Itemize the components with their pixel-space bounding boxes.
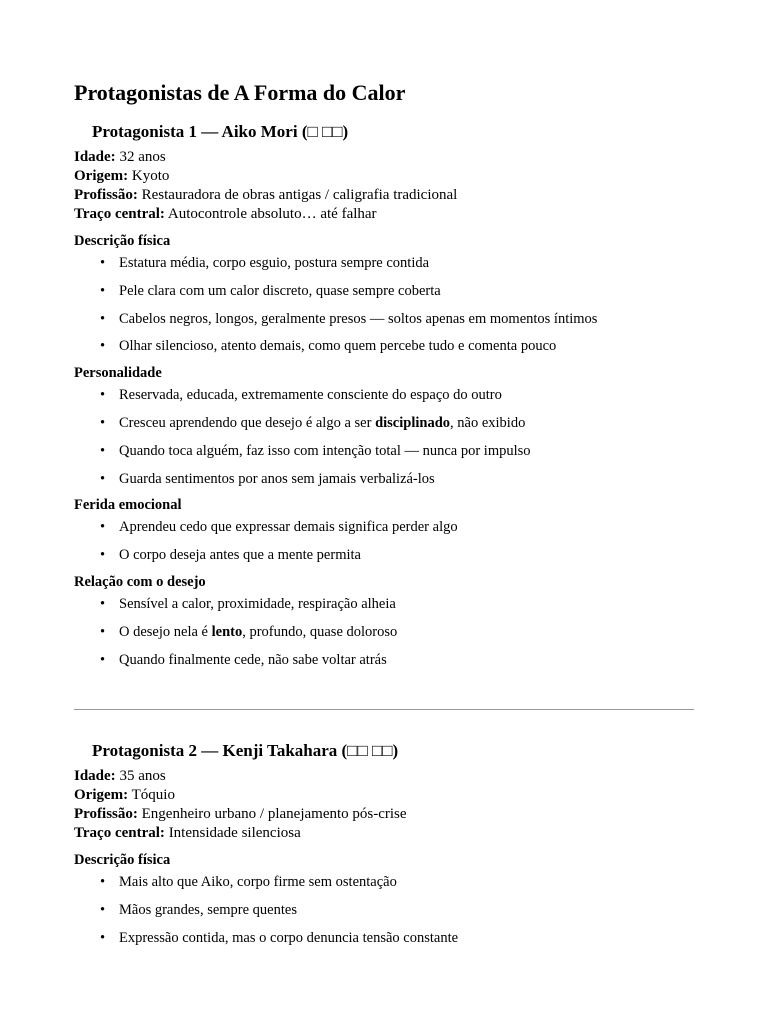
profile-field xyxy=(74,186,694,205)
document-title: Protagonistas de A Forma do Calor xyxy=(74,80,406,105)
item-emphasis: disciplinado xyxy=(375,414,451,431)
item-text: Cresceu aprendendo que desejo é algo a ser xyxy=(119,414,376,431)
field-label: Profissão: xyxy=(74,806,138,822)
field-value: Engenheiro urbano / planejamento pós-crise xyxy=(137,806,407,822)
field-value: Tóquio xyxy=(128,787,175,803)
item-text-after: , não exibido xyxy=(450,414,526,431)
list-item xyxy=(74,442,694,460)
item-text: O corpo deseja antes que a mente permita xyxy=(119,547,361,564)
protagonist-section xyxy=(74,741,694,956)
list-item xyxy=(74,282,694,300)
profile-field xyxy=(74,167,694,186)
item-text: Mais alto que Aiko, corpo firme sem ostentação xyxy=(119,874,397,890)
list-item xyxy=(74,386,694,404)
item-text: Quando finalmente cede, não sabe voltar atrás xyxy=(119,651,387,668)
bullet-list xyxy=(74,873,694,947)
bullet-list xyxy=(74,518,694,564)
item-text: O desejo nela é xyxy=(119,623,212,640)
subsection-heading: Descrição física xyxy=(74,233,171,249)
profile-field xyxy=(74,767,694,786)
list-item xyxy=(74,254,694,272)
subsection-heading: Ferida emocional xyxy=(74,497,182,514)
item-text-after: , profundo, quase doloroso xyxy=(242,623,398,640)
item-text: Pele clara com um calor discreto, quase sempre coberta xyxy=(119,282,441,299)
field-value: 32 anos xyxy=(115,149,166,165)
field-value: Restauradora de obras antigas / caligrafia tradicional xyxy=(137,187,458,203)
bullet-list xyxy=(74,386,694,487)
field-value: Intensidade silenciosa xyxy=(164,825,301,841)
field-value: 35 anos xyxy=(115,768,166,784)
item-text: Sensível a calor, proximidade, respiração alheia xyxy=(119,595,396,612)
list-item xyxy=(74,518,694,536)
field-label: Idade: xyxy=(74,149,116,165)
list-item xyxy=(74,901,694,919)
profile-field xyxy=(74,805,694,824)
item-text: Expressão contida, mas o corpo denuncia tensão constante xyxy=(119,929,459,946)
profile-field xyxy=(74,786,694,805)
item-text: Cabelos negros, longos, geralmente presos — soltos apenas em momentos íntimos xyxy=(119,310,598,327)
profile-fields xyxy=(74,767,694,843)
field-label: Traço central: xyxy=(74,825,165,841)
item-text: Estatura média, corpo esguio, postura sempre contida xyxy=(119,255,430,271)
profile-fields xyxy=(74,148,694,224)
field-label: Profissão: xyxy=(74,187,138,203)
item-text: Mãos grandes, sempre quentes xyxy=(119,901,297,918)
item-text: Aprendeu cedo que expressar demais significa perder algo xyxy=(119,519,458,536)
field-label: Traço central: xyxy=(74,206,165,222)
item-text: Guarda sentimentos por anos sem jamais verbalizá-los xyxy=(119,470,435,487)
protagonist-heading: Protagonista 2 — Kenji Takahara (□□ □□) xyxy=(92,741,399,760)
item-text: Reservada, educada, extremamente consciente do espaço do outro xyxy=(119,387,502,404)
list-item xyxy=(74,310,694,328)
field-label: Idade: xyxy=(74,768,116,784)
list-item xyxy=(74,651,694,669)
subsection-heading: Relação com o desejo xyxy=(74,573,206,590)
list-item xyxy=(74,470,694,488)
list-item xyxy=(74,337,694,355)
item-text: Olhar silencioso, atento demais, como quem percebe tudo e comenta pouco xyxy=(119,338,557,355)
profile-field xyxy=(74,824,694,843)
section-divider xyxy=(74,709,694,710)
protagonist-section xyxy=(74,122,694,678)
field-label: Origem: xyxy=(74,787,129,803)
protagonist-heading: Protagonista 1 — Aiko Mori (□ □□) xyxy=(92,122,349,141)
field-label: Origem: xyxy=(74,168,129,184)
bullet-list xyxy=(74,595,694,669)
item-emphasis: lento xyxy=(211,623,243,640)
subsection-heading: Descrição física xyxy=(74,852,171,868)
list-item xyxy=(74,414,694,432)
list-item xyxy=(74,623,694,641)
subsection-heading: Personalidade xyxy=(74,365,162,382)
list-item xyxy=(74,929,694,947)
field-value: Kyoto xyxy=(128,168,170,184)
item-text: Quando toca alguém, faz isso com intenção total — nunca por impulso xyxy=(119,442,531,459)
list-item xyxy=(74,546,694,564)
profile-field xyxy=(74,205,694,224)
field-value: Autocontrole absoluto… até falhar xyxy=(164,206,377,222)
profile-field xyxy=(74,148,694,167)
bullet-list xyxy=(74,254,694,355)
list-item xyxy=(74,595,694,613)
list-item xyxy=(74,873,694,891)
